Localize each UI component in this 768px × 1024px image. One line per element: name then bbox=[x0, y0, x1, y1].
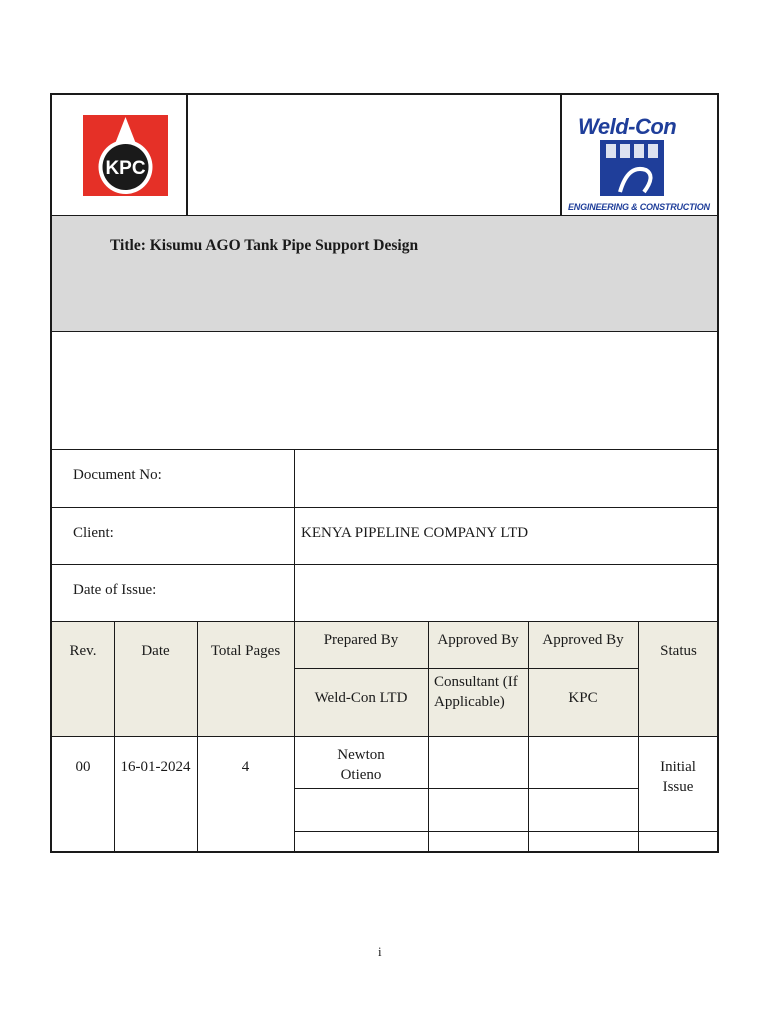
weldcon-emblem-icon bbox=[600, 140, 664, 196]
client-value: KENYA PIPELINE COMPANY LTD bbox=[301, 525, 529, 541]
subheader-approved-by-kpc: KPC bbox=[568, 690, 598, 706]
subheader-approved-by-consultant: Consultant (If Applicable) bbox=[434, 674, 518, 710]
col-header-prepared-by: Prepared By bbox=[323, 632, 399, 648]
document-no-label: Document No: bbox=[73, 467, 162, 483]
row-status: Initial Issue bbox=[660, 759, 696, 795]
date-of-issue-label: Date of Issue: bbox=[73, 582, 157, 598]
kpc-logo-text: KPC bbox=[105, 158, 146, 179]
page-number: i bbox=[378, 944, 382, 959]
weldcon-logo-text: Weld-Con bbox=[578, 114, 677, 139]
cover-sheet bbox=[50, 93, 719, 853]
col-header-rev: Rev. bbox=[69, 643, 97, 659]
row-rev: 00 bbox=[75, 759, 91, 775]
weldcon-logo-subtitle: ENGINEERING & CONSTRUCTION bbox=[568, 202, 710, 212]
document-title: Title: Kisumu AGO Tank Pipe Support Design bbox=[110, 237, 419, 254]
col-header-approved-by-consultant: Approved By bbox=[437, 632, 519, 648]
weldcon-logo bbox=[564, 112, 710, 216]
kpc-logo bbox=[83, 115, 168, 196]
col-header-date: Date bbox=[141, 643, 170, 659]
col-header-total-pages: Total Pages bbox=[210, 643, 281, 659]
row-date: 16-01-2024 bbox=[120, 759, 191, 775]
row-prepared-by: Newton Otieno bbox=[337, 747, 385, 783]
col-header-status: Status bbox=[660, 643, 697, 659]
client-label: Client: bbox=[73, 525, 114, 541]
subheader-prepared-by: Weld-Con LTD bbox=[314, 690, 408, 706]
title-band bbox=[52, 216, 717, 331]
row-total-pages: 4 bbox=[241, 759, 250, 775]
col-header-approved-by-kpc: Approved By bbox=[542, 632, 624, 648]
